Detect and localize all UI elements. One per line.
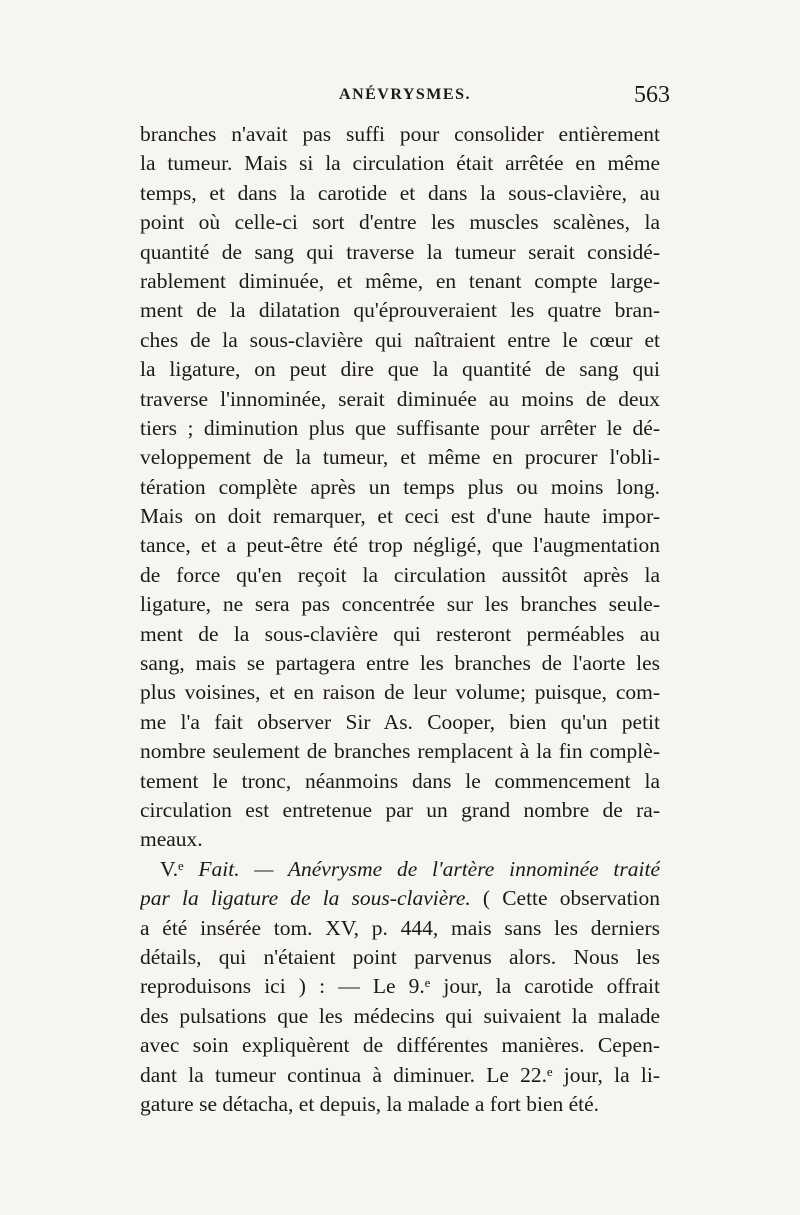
- text-line: quantité de sang qui traverse la tumeur serait considé-: [140, 239, 660, 264]
- text-line: [140, 855, 660, 884]
- paragraph-1: [140, 120, 660, 855]
- text-line: [140, 884, 660, 913]
- text-line: tiers ; diminution plus que suffisante pour arrêter le dé-: [140, 415, 660, 440]
- text-line: tération complète après un temps plus ou moins long.: [140, 474, 660, 499]
- text-line: veloppement de la tumeur, et même en procurer l'obli-: [140, 445, 660, 470]
- text-line: des pulsations que les médecins qui suivaient la malade: [140, 1003, 660, 1028]
- text-line: a été insérée tom. XV, p. 444, mais sans les derniers: [140, 915, 660, 940]
- text-line: branches n'avait pas suffi pour consolider entièrement: [140, 122, 660, 146]
- text-line: sang, mais se partagera entre les branches de l'aorte les: [140, 651, 660, 676]
- text-line: avec soin expliquèrent de différentes manières. Cepen-: [140, 1033, 660, 1058]
- text-line: ment de la sous-clavière qui resteront perméables au: [140, 621, 660, 646]
- text-line: gature se détacha, et depuis, la malade a fort bien été.: [140, 1091, 600, 1116]
- running-title: ANÉVRYSMES.: [339, 86, 471, 103]
- text-line: meaux.: [140, 827, 203, 852]
- text-line: tance, et a peut-être été trop négligé, que l'augmentation: [140, 533, 660, 558]
- text-line: rablement diminuée, et même, en tenant compte large-: [140, 268, 660, 293]
- text-line: nombre seulement de branches remplacent à la fin complè-: [140, 739, 660, 764]
- text-line: ligature, ne sera pas concentrée sur les branches seule-: [140, 592, 660, 617]
- case-title: Fait. — Anévrysme de l'artère innominée traité: [198, 856, 660, 881]
- paragraph-2: [140, 855, 660, 1120]
- text-line: tement le tronc, néanmoins dans le commencement la: [140, 768, 660, 793]
- text-line: me l'a fait observer Sir As. Cooper, bien qu'un petit: [140, 709, 660, 734]
- text-line: dant la tumeur continua à diminuer. Le 22.ᵉ jour, la li-: [140, 1062, 660, 1087]
- page-number: 563: [634, 82, 670, 108]
- text-line: la ligature, on peut dire que la quantité de sang qui: [140, 357, 660, 382]
- text-line: ment de la dilatation qu'éprouveraient les quatre bran-: [140, 298, 660, 323]
- text-line: temps, et dans la carotide et dans la sous-clavière, au: [140, 180, 660, 205]
- text-line: traverse l'innominée, serait diminuée au moins de deux: [140, 386, 660, 411]
- case-title-continued: par la ligature de la sous-clavière.: [140, 886, 471, 911]
- case-number: V.ᵉ: [160, 856, 184, 881]
- text-line: de force qu'en reçoit la circulation aussitôt après la: [140, 562, 660, 587]
- text-line: reproduisons ici ) : — Le 9.ᵉ jour, la carotide offrait: [140, 974, 660, 999]
- text-line: détails, qui n'étaient point parvenus alors. Nous les: [140, 944, 660, 969]
- text-line: circulation est entretenue par un grand nombre de ra-: [140, 797, 660, 822]
- running-head: [140, 82, 670, 116]
- text-line: Mais on doit remarquer, et ceci est d'une haute impor-: [140, 504, 660, 529]
- text-line: ches de la sous-clavière qui naîtraient entre le cœur et: [140, 327, 660, 352]
- text-line: la tumeur. Mais si la circulation était arrêtée en même: [140, 151, 660, 176]
- text-line: plus voisines, et en raison de leur volume; puisque, com-: [140, 680, 660, 705]
- text-line: point où celle-ci sort d'entre les muscles scalènes, la: [140, 210, 660, 235]
- body-text: [140, 120, 660, 1119]
- text-span: ( Cette observation: [482, 886, 660, 911]
